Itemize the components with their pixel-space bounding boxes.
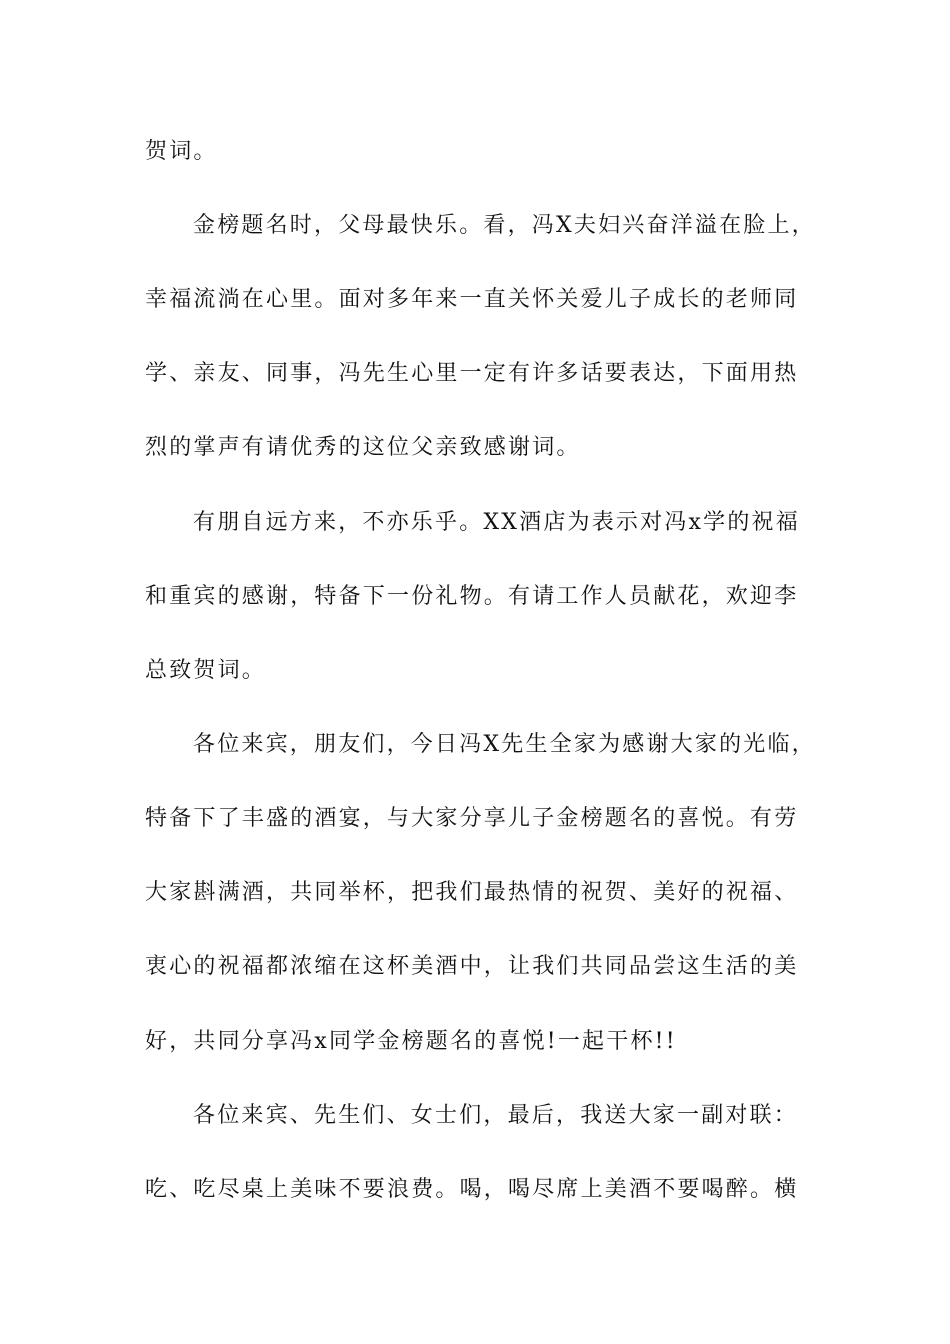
text-line: 大家斟满酒，共同举杯，把我们最热情的祝贺、美好的祝福、 bbox=[145, 880, 799, 905]
text-line: 吃、吃尽桌上美味不要浪费。喝，喝尽席上美酒不要喝醉。横 bbox=[145, 1177, 799, 1202]
text-line: 好，共同分享冯x同学金榜题名的喜悦!一起干杯!! bbox=[145, 1029, 677, 1054]
text-line: 烈的掌声有请优秀的这位父亲致感谢词。 bbox=[145, 435, 581, 460]
paragraph-first-line: 各位来宾，朋友们，今日冯X先生全家为感谢大家的光临， bbox=[193, 732, 816, 757]
paragraph-first-line: 有朋自远方来，不亦乐乎。XX酒店为表示对冯x学的祝福 bbox=[193, 510, 800, 535]
text-line: 学、亲友、同事，冯先生心里一定有许多话要表达，下面用热 bbox=[145, 361, 799, 386]
text-line: 特备下了丰盛的酒宴，与大家分享儿子金榜题名的喜悦。有劳 bbox=[145, 806, 799, 831]
paragraph-first-line: 金榜题名时，父母最快乐。看，冯X夫妇兴奋洋溢在脸上， bbox=[193, 213, 816, 238]
text-line: 和重宾的感谢，特备下一份礼物。有请工作人员献花，欢迎李 bbox=[145, 584, 799, 609]
text-line: 衷心的祝福都浓缩在这杯美酒中，让我们共同品尝这生活的美 bbox=[145, 954, 799, 979]
text-line: 总致贺词。 bbox=[145, 658, 267, 683]
text-line: 贺词。 bbox=[145, 139, 218, 164]
paragraph-first-line: 各位来宾、先生们、女士们，最后，我送大家一副对联： bbox=[193, 1103, 799, 1128]
text-line: 幸福流淌在心里。面对多年来一直关怀关爱儿子成长的老师同 bbox=[145, 287, 799, 312]
